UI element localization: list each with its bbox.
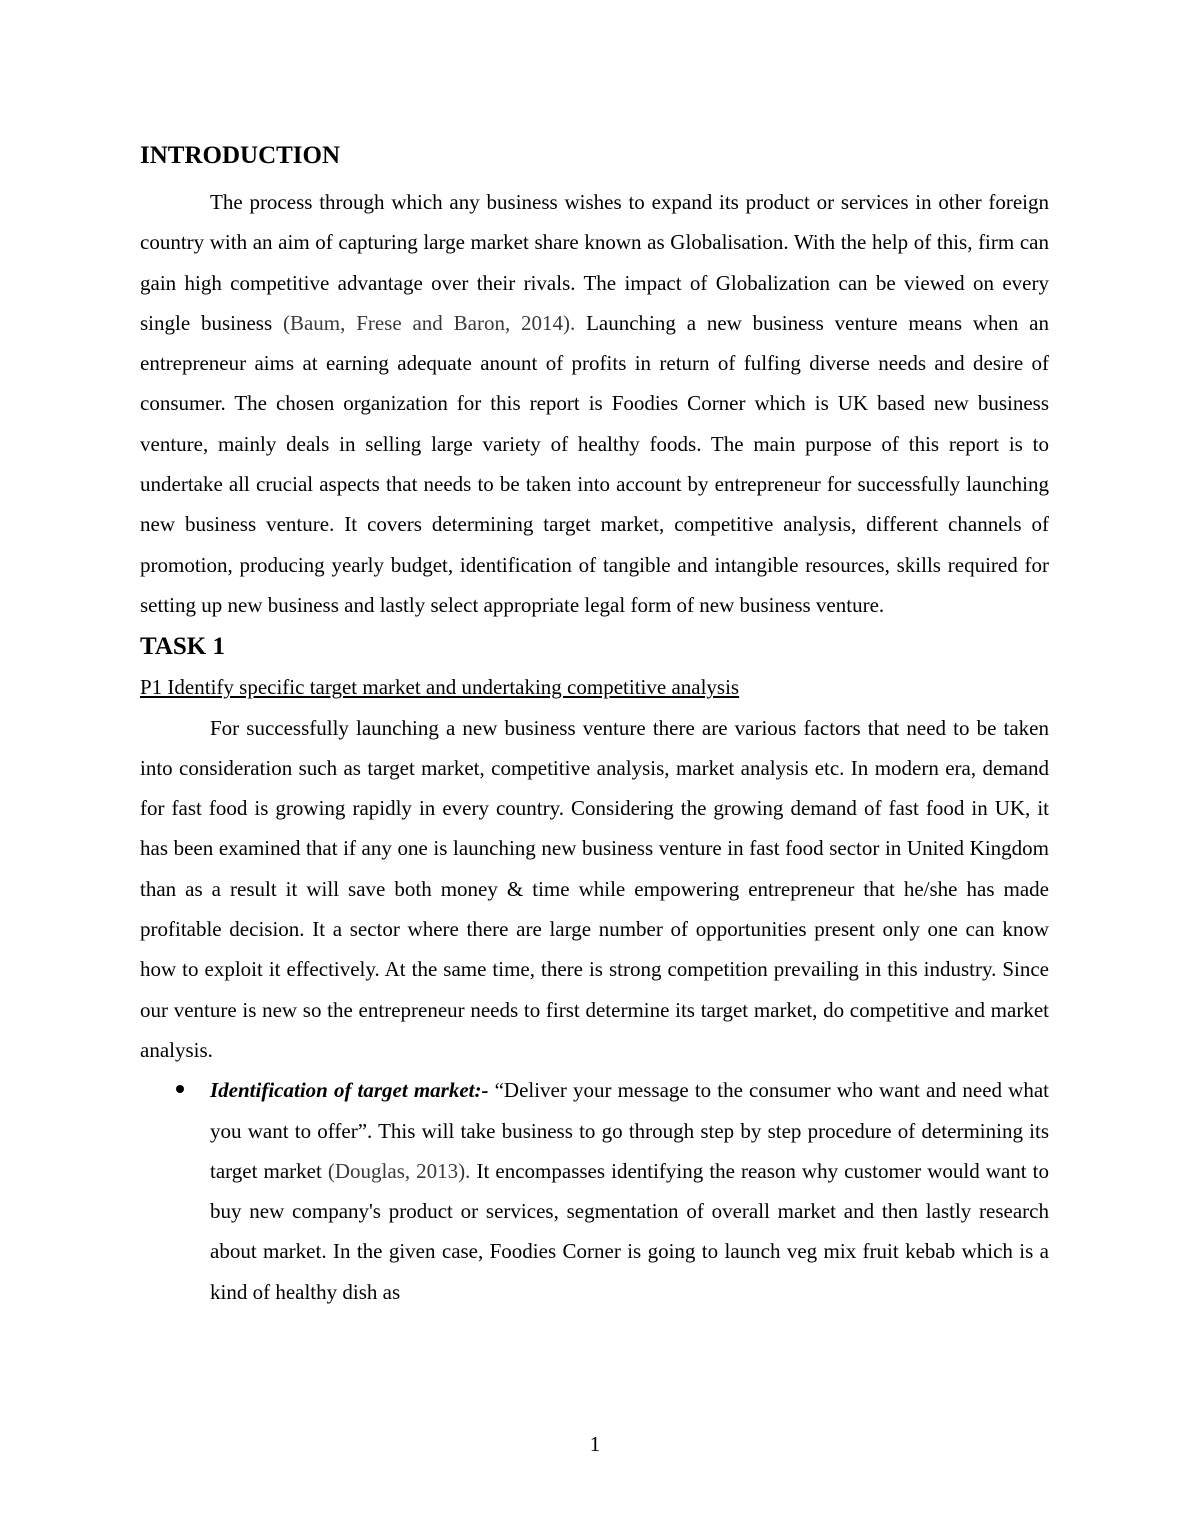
bullet-title: Identification of target market:-	[210, 1078, 489, 1103]
introduction-heading: INTRODUCTION	[140, 142, 341, 169]
introduction-paragraph	[140, 182, 1049, 625]
intro-text-a: The process through which any business wishes to expand its product or services in other foreign country with an aim of capturing large market share known as Globalisation. With the help of this, firm can gain high competitive advantage over their rivals. The impact of Globalization can be viewed on every single business	[140, 190, 1049, 335]
bullet-text-b: It encompasses identifying the reason why customer would want to buy new company's product or services, segmentation of overall market and then lastly research about market. In the given case, Foodies Corner is going to launch veg mix fruit kebab which is a kind of healthy dish as	[210, 1158, 1050, 1304]
intro-text-b: Launching a new business venture means when an entrepreneur aims at earning adequate anount of profits in return of fulfing diverse needs and desire of consumer. The chosen organization for this report is Foodies Corner which is UK based new business venture, mainly deals in selling large variety of healthy foods. The main purpose of this report is to undertake all crucial aspects that needs to be taken into account by entrepreneur for successfully launching new business venture. It covers determining target market, competitive analysis, different channels of promotion, producing yearly budget, identification of tangible and intangible resources, skills required for setting up new business and lastly select appropriate legal form of new business venture.	[140, 310, 1049, 617]
task1-subheading: P1 Identify specific target market and undertaking competitive analysis	[140, 675, 740, 700]
bullet-list	[140, 1070, 1049, 1312]
bullet-dot-icon	[176, 1085, 184, 1093]
list-item	[140, 1070, 1049, 1312]
task1-paragraph: For successfully launching a new business venture there are various factors that need to be taken into consideration such as target market, competitive analysis, market analysis etc. In modern era, demand for fast food is growing rapidly in every country. Considering the growing demand of fast food in UK, it has been examined that if any one is launching new business venture in fast food sector in United Kingdom than as a result it will save both money & time while empowering entrepreneur that he/she has made profitable decision. It a sector where there are large number of opportunities present only one can know how to exploit it effectively. At the same time, there is strong competition prevailing in this industry. Since our venture is new so the entrepreneur needs to first determine its target market, do competitive and market analysis.	[140, 715, 1049, 1062]
bullet-citation: (Douglas, 2013).	[327, 1158, 471, 1183]
page-number: 1	[589, 1432, 601, 1456]
intro-citation: (Baum, Frese and Baron, 2014).	[282, 310, 576, 335]
page-content	[140, 138, 1049, 1312]
bullet-text-a: “Deliver your message to the consumer who want and need what you want to offer”. This will take business to go through step by step procedure of determining its target market	[210, 1078, 1049, 1183]
task1-heading: TASK 1	[140, 633, 225, 661]
